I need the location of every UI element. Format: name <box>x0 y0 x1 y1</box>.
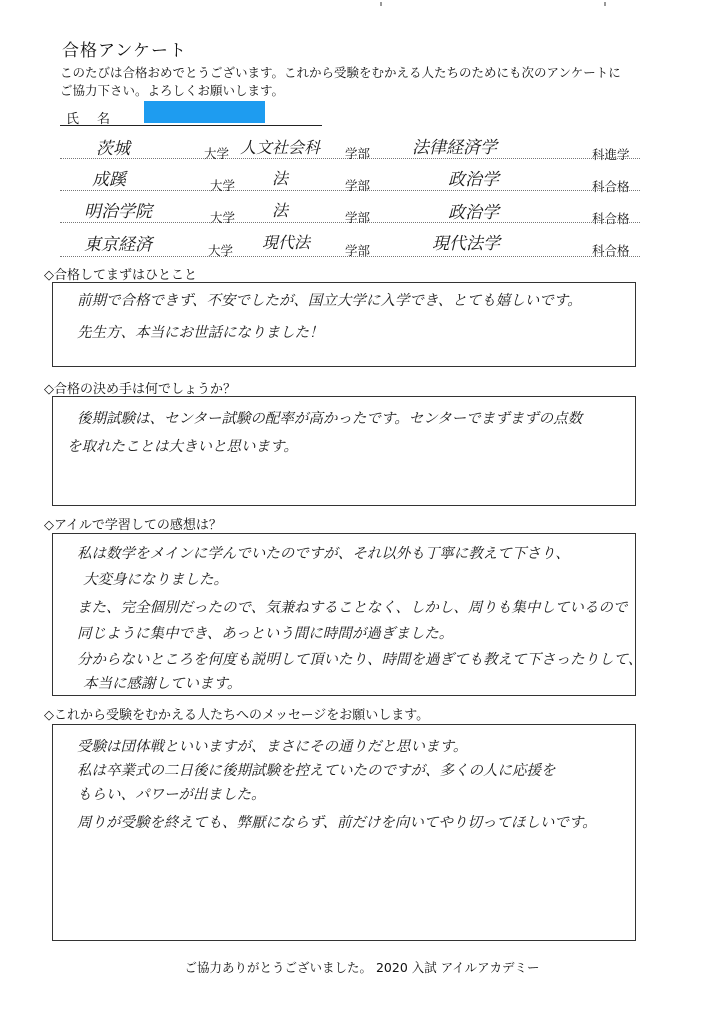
answer-line: 分からないところを何度も説明して頂いたり、時間を過ぎても教えて下さったりして、 <box>77 652 643 668</box>
answer-line: 先生方、本当にお世話になりました！ <box>77 325 324 341</box>
faculty-name: 法 <box>272 201 289 220</box>
answer-line: を取れたことは大きいと思います。 <box>67 439 298 455</box>
intro-text <box>60 64 680 100</box>
scan-mark <box>380 2 382 6</box>
section-heading-deciding-factor: ◇合格の決め手は何でしょうか？ <box>44 382 236 397</box>
answer-line: 大変身になりました。 <box>83 572 228 588</box>
answer-box-impressions <box>52 533 643 696</box>
answer-line: 受験は団体戦といいますが、まさにその通りだと思います。 <box>77 739 468 755</box>
name-label: 氏名 <box>66 112 129 127</box>
daigaku-label: 大学 <box>204 146 230 161</box>
result-label: 科合格 <box>592 211 630 226</box>
department-name: 現代法学 <box>432 234 500 254</box>
department-name: 政治学 <box>448 203 499 223</box>
intro-line: このたびは合格おめでとうございます。これから受験をむかえる人たちのためにも次のアンケートに <box>60 65 621 80</box>
answer-line: 私は卒業式の二日後に後期試験を控えていたのですが、多くの人に応援を <box>77 763 556 779</box>
answer-line: 同じように集中でき、あっという間に時間が過ぎました。 <box>77 626 454 642</box>
section-heading-impressions: ◇アイルで学習しての感想は？ <box>44 518 222 533</box>
gakubu-label: 学部 <box>345 178 371 193</box>
name-redaction <box>144 101 265 123</box>
faculty-name: 人文社会科 <box>240 138 321 157</box>
answer-line: もらい、パワーが出ました。 <box>77 787 266 803</box>
answer-line: 私は数学をメインに学んでいたのですが、それ以外も丁寧に教えて下さり、 <box>77 546 570 562</box>
scan-mark <box>604 2 606 6</box>
daigaku-label: 大学 <box>208 243 234 258</box>
answer-box-message <box>52 724 636 941</box>
faculty-name: 現代法 <box>262 233 311 252</box>
answer-box-first-words <box>52 282 636 367</box>
answer-line: 前期で合格できず、不安でしたが、国立大学に入学でき、とても嬉しいです。 <box>77 293 582 309</box>
name-underline <box>60 125 322 126</box>
section-heading-message: ◇これから受験をむかえる人たちへのメッセージをお願いします。 <box>44 708 430 723</box>
university-name: 東京経済 <box>84 235 152 255</box>
page-title: 合格アンケート <box>62 41 187 61</box>
footer-text: ご協力ありがとうございました。 2020 入試 アイルアカデミー <box>184 960 540 975</box>
intro-line: ご協力下さい。よろしくお願いします。 <box>60 83 285 98</box>
gakubu-label: 学部 <box>345 210 371 225</box>
gakubu-label: 学部 <box>345 146 371 161</box>
university-name: 茨城 <box>96 139 130 159</box>
department-name: 政治学 <box>448 170 499 190</box>
answer-box-deciding-factor <box>52 396 636 506</box>
result-label: 科進学 <box>592 147 630 162</box>
answer-line: また、完全個別だったので、気兼ねすることなく、しかし、周りも集中しているので <box>77 600 628 616</box>
daigaku-label: 大学 <box>210 178 236 193</box>
department-name: 法律経済学 <box>412 138 497 158</box>
answer-line: 本当に感謝しています。 <box>83 676 242 692</box>
result-label: 科合格 <box>592 243 630 258</box>
answer-line: 後期試験は、センター試験の配率が高かったです。センターでまずまずの点数 <box>77 411 583 427</box>
university-name: 明治学院 <box>84 202 152 222</box>
university-name: 成蹊 <box>92 170 126 190</box>
gakubu-label: 学部 <box>345 243 371 258</box>
section-heading-first-words: ◇合格してまずはひとこと <box>44 268 197 283</box>
result-label: 科合格 <box>592 179 630 194</box>
faculty-name: 法 <box>272 169 289 188</box>
answer-line: 周りが受験を終えても、弊厭にならず、前だけを向いてやり切ってほしいです。 <box>77 815 597 831</box>
daigaku-label: 大学 <box>210 210 236 225</box>
